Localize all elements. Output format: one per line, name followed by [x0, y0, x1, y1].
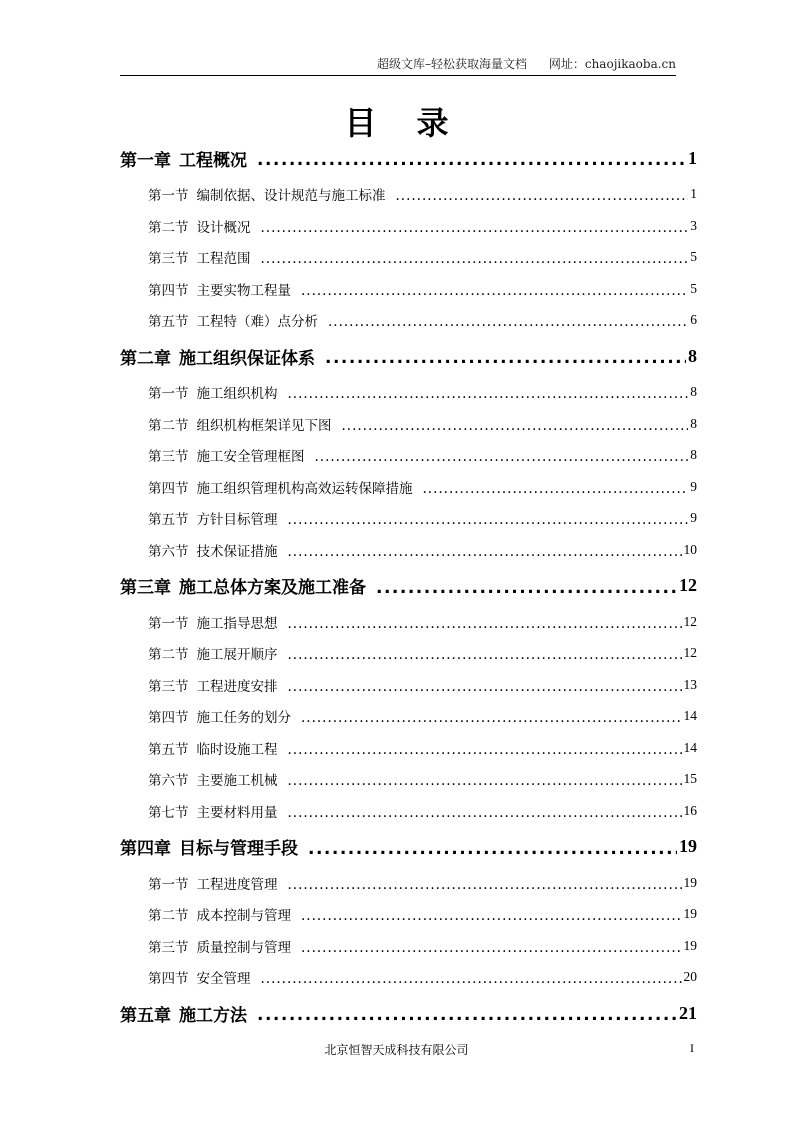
dot-leader: [342, 418, 689, 434]
dot-leader: [301, 940, 682, 956]
toc-page-number: 6: [690, 312, 697, 327]
header-url: 网址：chaojikaoba.cn: [548, 57, 676, 71]
toc-page-number: 14: [683, 708, 697, 723]
dot-leader: [328, 314, 688, 330]
toc-entry-label: 第二章 施工组织保证体系: [120, 348, 315, 369]
toc-page-number: 13: [683, 676, 697, 692]
toc-entry-label: 第四节 施工任务的划分: [148, 710, 291, 726]
toc-section-entry[interactable]: [120, 606, 697, 638]
toc-page-number: 19: [679, 836, 697, 856]
toc-section-entry[interactable]: [120, 502, 697, 534]
toc-chapter-entry[interactable]: [120, 993, 697, 1034]
toc-page-number: 12: [679, 575, 697, 595]
table-of-contents: [120, 138, 697, 1034]
toc-section-entry[interactable]: [120, 241, 697, 273]
toc-entry-label: 第二节 施工展开顺序: [148, 647, 278, 663]
toc-entry-label: 第五节 临时设施工程: [148, 741, 278, 758]
toc-entry-label: 第四节 主要实物工程量: [148, 282, 291, 299]
dot-leader: [301, 283, 688, 299]
dot-leader: [261, 220, 689, 236]
toc-page-number: 16: [683, 802, 697, 818]
toc-chapter-entry[interactable]: [120, 565, 697, 606]
dot-leader: [261, 251, 689, 267]
toc-page-number: 21: [679, 1002, 697, 1023]
toc-page-number: 19: [683, 937, 697, 953]
toc-page-number: 5: [690, 249, 697, 264]
toc-section-entry[interactable]: [120, 898, 697, 930]
toc-entry-label: 第三章 施工总体方案及施工准备: [120, 578, 366, 598]
toc-section-entry[interactable]: [120, 376, 697, 408]
dot-leader: [288, 877, 682, 893]
toc-page-number: 15: [683, 771, 697, 786]
dot-leader: [288, 512, 689, 528]
toc-entry-label: 第六节 技术保证措施: [148, 543, 278, 560]
toc-entry-label: 第五节 方针目标管理: [148, 512, 278, 528]
toc-section-entry[interactable]: [120, 178, 697, 210]
toc-chapter-entry[interactable]: [120, 336, 697, 377]
toc-section-entry[interactable]: [120, 930, 697, 962]
toc-entry-label: 第一节 施工组织机构: [148, 386, 278, 402]
toc-page-number: 10: [683, 541, 697, 557]
toc-entry-label: 第二节 组织机构框架详见下图: [148, 417, 332, 434]
toc-page-number: 12: [683, 613, 697, 629]
toc-section-entry[interactable]: [120, 273, 697, 305]
dot-leader: [288, 386, 689, 402]
toc-page-number: 9: [690, 478, 697, 494]
toc-page-number: 8: [690, 447, 697, 462]
toc-entry-label: 第四章 目标与管理手段: [120, 839, 298, 859]
dot-leader: [396, 188, 689, 204]
toc-page-number: 12: [683, 645, 697, 660]
dot-leader: [376, 578, 677, 598]
toc-section-entry[interactable]: [120, 439, 697, 471]
toc-section-entry[interactable]: [120, 867, 697, 899]
toc-section-entry[interactable]: [120, 763, 697, 795]
toc-page-number: 1: [690, 186, 697, 201]
toc-section-entry[interactable]: [120, 669, 697, 701]
dot-leader: [288, 544, 682, 560]
dot-leader: [423, 481, 689, 497]
dot-leader: [288, 616, 682, 632]
toc-section-entry[interactable]: [120, 732, 697, 764]
toc-page-number: 8: [690, 384, 697, 399]
page-title: 目录: [344, 104, 489, 142]
toc-entry-label: 第一节 工程进度管理: [148, 876, 278, 893]
toc-section-entry[interactable]: [120, 961, 697, 993]
toc-chapter-entry[interactable]: [120, 138, 697, 179]
dot-leader: [257, 150, 686, 170]
dot-leader: [315, 449, 689, 465]
dot-leader: [301, 908, 682, 924]
toc-entry-label: 第二节 成本控制与管理: [148, 908, 291, 924]
toc-entry-label: 第三节 施工安全管理框图: [148, 449, 305, 465]
dot-leader: [288, 742, 682, 758]
footer-company: 北京恒智天成科技有限公司: [324, 1043, 469, 1057]
toc-section-entry[interactable]: [120, 471, 697, 503]
toc-page-number: 3: [690, 217, 697, 233]
toc-entry-label: 第三节 工程进度安排: [148, 678, 278, 695]
dot-leader: [288, 805, 682, 821]
toc-page-number: 5: [690, 280, 697, 296]
toc-page-number: 14: [683, 739, 697, 755]
toc-page-number: 8: [688, 345, 697, 366]
dot-leader: [301, 710, 682, 726]
footer-page-number: I: [690, 1041, 694, 1055]
toc-section-entry[interactable]: [120, 304, 697, 336]
toc-page-number: 9: [690, 510, 697, 525]
dot-leader: [288, 679, 682, 695]
toc-entry-label: 第二节 设计概况: [148, 219, 251, 236]
header-site: 超级文库–轻松获取海量文档: [377, 57, 528, 71]
toc-entry-label: 第一章 工程概况: [120, 150, 247, 171]
toc-page-number: 19: [683, 874, 697, 890]
page-header: [120, 55, 676, 76]
toc-entry-label: 第五节 工程特（难）点分析: [148, 314, 318, 330]
toc-section-entry[interactable]: [120, 408, 697, 440]
dot-leader: [257, 1005, 677, 1025]
toc-entry-label: 第四节 安全管理: [148, 971, 251, 987]
toc-section-entry[interactable]: [120, 210, 697, 242]
toc-entry-label: 第一节 编制依据、设计规范与施工标准: [148, 188, 386, 204]
dot-leader: [288, 647, 682, 663]
dot-leader: [288, 773, 682, 789]
toc-entry-label: 第五章 施工方法: [120, 1005, 247, 1026]
toc-section-entry[interactable]: [120, 534, 697, 566]
toc-page-number: 8: [690, 415, 697, 431]
toc-entry-label: 第四节 施工组织管理机构高效运转保障措施: [148, 480, 413, 497]
toc-entry-label: 第六节 主要施工机械: [148, 773, 278, 789]
toc-section-entry[interactable]: [120, 637, 697, 669]
toc-entry-label: 第三节 质量控制与管理: [148, 939, 291, 956]
dot-leader: [308, 839, 677, 859]
dot-leader: [261, 971, 682, 987]
toc-page-number: 1: [688, 147, 697, 168]
toc-section-entry[interactable]: [120, 795, 697, 827]
toc-entry-label: 第七节 主要材料用量: [148, 804, 278, 821]
toc-section-entry[interactable]: [120, 700, 697, 732]
dot-leader: [325, 348, 686, 368]
toc-entry-label: 第三节 工程范围: [148, 251, 251, 267]
toc-page-number: 19: [683, 906, 697, 921]
toc-page-number: 20: [683, 969, 697, 984]
toc-chapter-entry[interactable]: [120, 826, 697, 867]
toc-entry-label: 第一节 施工指导思想: [148, 615, 278, 632]
